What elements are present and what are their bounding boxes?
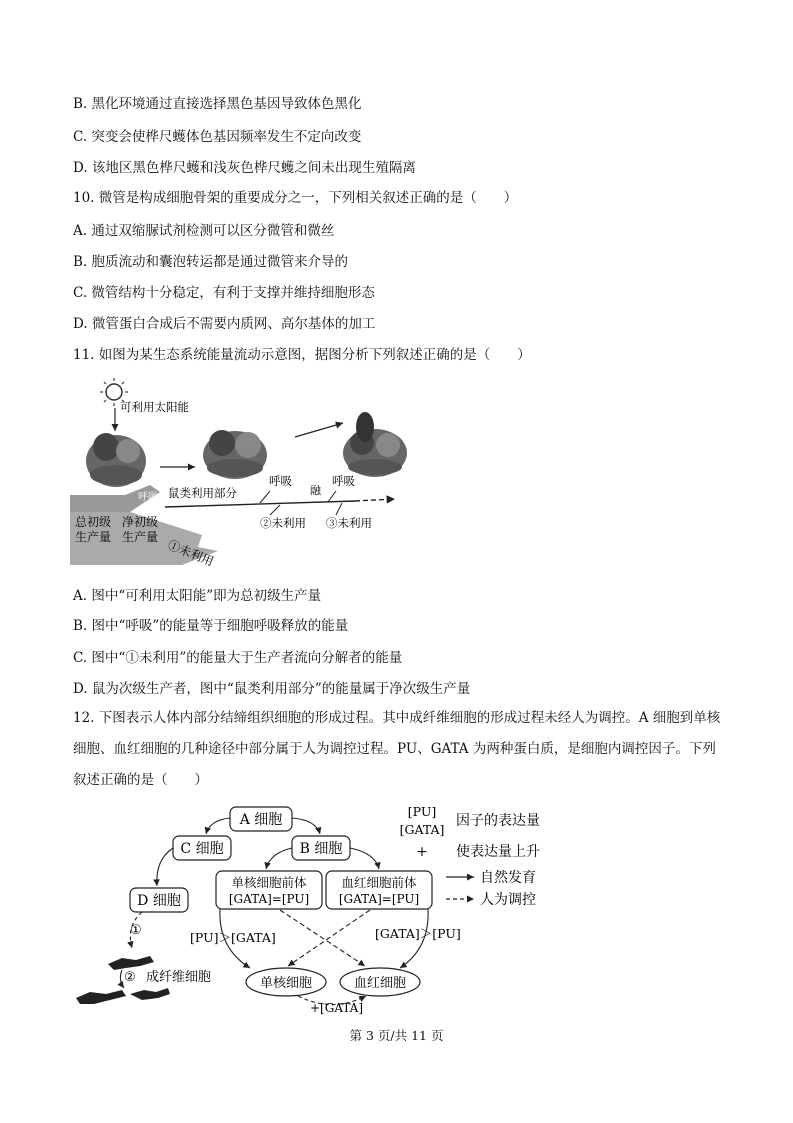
respiration-label-3: 呼吸	[332, 474, 355, 488]
page-footer: 第 3 页/共 11 页	[349, 1028, 444, 1043]
cell-differentiation-figure	[70, 798, 565, 1018]
cell-b-label: B 细胞	[299, 841, 343, 857]
q10-option-c: C. 微管结构十分稳定，有利于支撑并维持细胞形态	[73, 285, 375, 301]
mono-precursor-ratio: [GATA]=[PU]	[228, 892, 310, 906]
legend-gata: [GATA]	[399, 822, 445, 837]
plus-gata-label: +[GATA]	[310, 1001, 364, 1015]
q11-option-a: A. 图中“可利用太阳能”即为总初级生产量	[73, 588, 322, 604]
gross-primary-label-1: 总初级	[75, 515, 112, 529]
unused-label-2: ②未利用	[260, 516, 306, 530]
erythrocyte-label: 血红细胞	[353, 976, 407, 991]
q9-option-d: D. 该地区黑色桦尺蠖和浅灰色桦尺蠖之间未出现生殖隔离	[73, 160, 416, 176]
legend-pu: [PU]	[407, 804, 437, 819]
legend-expression: 因子的表达量	[456, 813, 540, 829]
cell-a-label: A 细胞	[239, 812, 283, 828]
ery-precursor-ratio: [GATA]=[PU]	[338, 892, 420, 906]
legend-human: 人为调控	[480, 892, 536, 908]
q11-stem: 11. 如图为某生态系统能量流动示意图，据图分析下列叙述正确的是（ ）	[73, 347, 531, 363]
q11-option-b: B. 图中“呼吸”的能量等于细胞呼吸释放的能量	[73, 618, 349, 634]
fibroblast-label: 成纤维细胞	[146, 970, 212, 985]
consumer-plant-3	[343, 412, 407, 477]
ery-precursor-label: 血红细胞前体	[341, 875, 417, 890]
step-2-label: ②	[124, 970, 136, 985]
rodent-part-label: 鼠类利用部分	[168, 486, 237, 500]
gross-primary-label-2: 生产量	[75, 530, 112, 544]
q10-stem: 10. 微管是构成细胞骨架的重要成分之一，下列相关叙述正确的是（ ）	[73, 190, 518, 206]
respiration-label-1: 呼吸	[138, 492, 158, 503]
step-1-label: ①	[130, 923, 142, 938]
respiration-label-2: 呼吸	[269, 474, 292, 488]
net-primary-label-1: 净初级	[122, 515, 159, 529]
cell-d-label: D 细胞	[137, 893, 181, 909]
eat-label: 融	[310, 484, 321, 497]
left-condition-label: [PU]＞[GATA]	[190, 930, 276, 945]
right-condition-label: [GATA]＞[PU]	[375, 926, 461, 941]
q12-stem: 12. 下图表示人体内部分结缔组织细胞的形成过程。其中成纤维细胞的形成过程未经人为调控。A 细胞到单核细胞、血红细胞的几种途径中部分属于人为调控过程。PU、GATA 为两种蛋白质，是细胞内调控因子。下列叙述正确的是（ ）	[73, 710, 721, 788]
producer-plant-1	[86, 433, 146, 487]
unused-label-1: ①未利用	[165, 537, 216, 569]
producer-plant-2	[203, 430, 267, 479]
q11-option-c: C. 图中“①未利用”的能量大于生产者流向分解者的能量	[73, 650, 403, 666]
q9-option-c: C. 突变会使桦尺蠖体色基因频率发生不定向改变	[73, 129, 362, 145]
energy-flow-figure	[70, 375, 415, 570]
cell-c-label: C 细胞	[180, 841, 224, 857]
q9-option-b: B. 黑化环境通过直接选择黑色基因导致体色黑化	[73, 96, 362, 112]
legend-increase: 使表达量上升	[456, 844, 540, 860]
q11-option-d: D. 鼠为次级生产者，图中“鼠类利用部分”的能量属于净次级生产量	[73, 681, 471, 697]
monocyte-label: 单核细胞	[259, 976, 313, 991]
legend-plus: +	[416, 844, 428, 860]
q10-option-b: B. 胞质流动和囊泡转运都是通过微管来介导的	[73, 254, 349, 270]
q10-option-a: A. 通过双缩脲试剂检测可以区分微管和微丝	[73, 223, 335, 239]
unused-label-3: ③未利用	[326, 516, 372, 530]
mono-precursor-label: 单核细胞前体	[231, 875, 307, 890]
figure-legend	[400, 804, 540, 908]
sun-energy-label: 可利用太阳能	[120, 400, 189, 414]
legend-natural: 自然发育	[480, 870, 536, 886]
q10-option-d: D. 微管蛋白合成后不需要内质网、高尔基体的加工	[73, 316, 376, 332]
net-primary-label-2: 生产量	[122, 530, 159, 544]
